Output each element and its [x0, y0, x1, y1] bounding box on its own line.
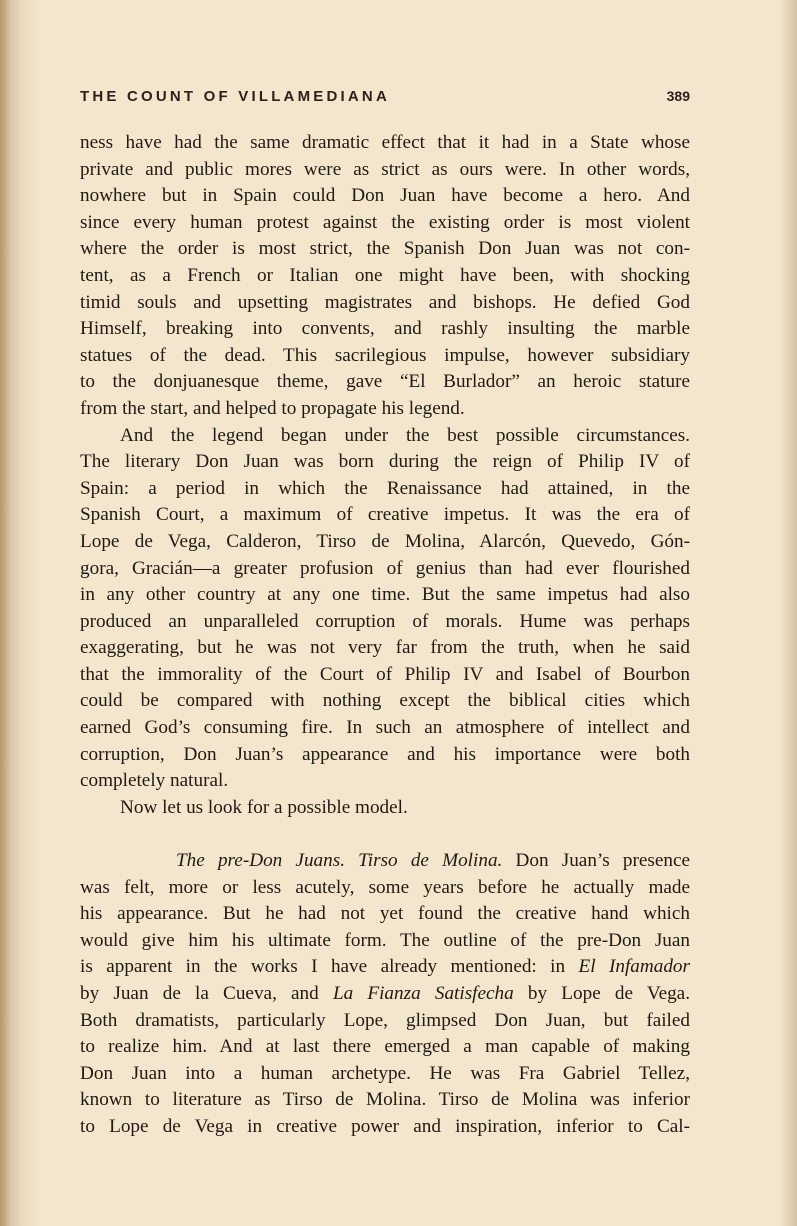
- book-spine-shadow: [0, 0, 10, 1226]
- page-number: 389: [666, 88, 690, 104]
- text-line: private and public mores were as strict as ours were. In other words,: [80, 158, 690, 180]
- title-el-infamador: El Infamador: [578, 956, 690, 978]
- text-line: statues of the dead. This sacrilegious impulse, however subsidiary: [80, 344, 690, 366]
- text-line: Himself, breaking into convents, and rashly insulting the marble: [80, 318, 690, 340]
- text-line: to Lope de Vega in creative power and inspiration, inferior to Cal-: [80, 1115, 690, 1137]
- title-la-fianza-satisfecha: La Fianza Satisfecha: [332, 983, 514, 1004]
- text-line: could be compared with nothing except the biblical cities which: [80, 690, 690, 712]
- text-line: [80, 981, 690, 1008]
- text-line: [80, 954, 690, 981]
- section-text: Don Juan’s presence: [502, 850, 690, 872]
- section-gap: [80, 821, 690, 848]
- text-line: was felt, more or less acutely, some years before he actually made: [80, 876, 690, 898]
- text-line: completely natural.: [80, 770, 229, 792]
- section-first-line: [80, 848, 690, 875]
- text-line: Now let us look for a possible model.: [120, 796, 408, 818]
- text-line: Don Juan into a human archetype. He was Fra Gabriel Tellez,: [80, 1062, 690, 1084]
- running-header: [80, 88, 690, 110]
- text-line: Both dramatists, particularly Lope, glimpsed Don Juan, but failed: [80, 1009, 690, 1031]
- text-line: earned God’s consuming fire. In such an atmosphere of intellect and: [80, 717, 690, 739]
- text-line: exaggerating, but he was not very far from the truth, when he said: [80, 637, 690, 659]
- text-line: Spain: a period in which the Renaissance had attained, in the: [80, 477, 690, 499]
- text-line: produced an unparalleled corruption of morals. Hume was perhaps: [80, 610, 690, 632]
- text-line: tent, as a French or Italian one might have been, with shocking: [80, 264, 690, 286]
- text-line: The literary Don Juan was born during the reign of Philip IV of: [80, 451, 690, 473]
- text-line: And the legend began under the best possible circumstances.: [120, 424, 690, 446]
- text-line: Lope de Vega, Calderon, Tirso de Molina, Alarcón, Quevedo, Gón-: [80, 530, 690, 552]
- text-segment: by Juan de la Cueva, and: [80, 983, 333, 1004]
- body-text: [80, 130, 690, 1141]
- text-segment: is apparent in the works I have already mentioned: in: [80, 956, 579, 978]
- text-line: timid souls and upsetting magistrates and bishops. He defied God: [80, 291, 690, 313]
- text-line: corruption, Don Juan’s appearance and his importance were both: [80, 743, 690, 765]
- text-line: where the order is most strict, the Spanish Don Juan was not con-: [80, 238, 690, 260]
- text-segment: by Lope de Vega.: [513, 983, 690, 1004]
- text-line: nowhere but in Spain could Don Juan have become a hero. And: [80, 185, 690, 207]
- text-line: from the start, and helped to propagate his legend.: [80, 397, 465, 419]
- text-line: gora, Gracián—a greater profusion of genius than had ever flourished: [80, 557, 690, 579]
- text-line: in any other country at any one time. But the same impetus had also: [80, 584, 690, 606]
- section-heading: The pre-Don Juans. Tirso de Molina.: [176, 850, 503, 872]
- text-line: to the donjuanesque theme, gave “El Burlador” an heroic stature: [80, 371, 690, 393]
- text-line: known to literature as Tirso de Molina. Tirso de Molina was inferior: [80, 1089, 690, 1111]
- text-line: would give him his ultimate form. The outline of the pre-Don Juan: [80, 929, 690, 951]
- running-title: THE COUNT OF VILLAMEDIANA: [80, 88, 390, 105]
- text-line: to realize him. And at last there emerged a man capable of making: [80, 1036, 690, 1058]
- text-line: that the immorality of the Court of Philip IV and Isabel of Bourbon: [80, 663, 690, 685]
- text-line: his appearance. But he had not yet found the creative hand which: [80, 903, 690, 925]
- text-line: ness have had the same dramatic effect that it had in a State whose: [80, 132, 690, 153]
- text-line: since every human protest against the existing order is most violent: [80, 211, 690, 233]
- text-line: Spanish Court, a maximum of creative impetus. It was the era of: [80, 504, 690, 526]
